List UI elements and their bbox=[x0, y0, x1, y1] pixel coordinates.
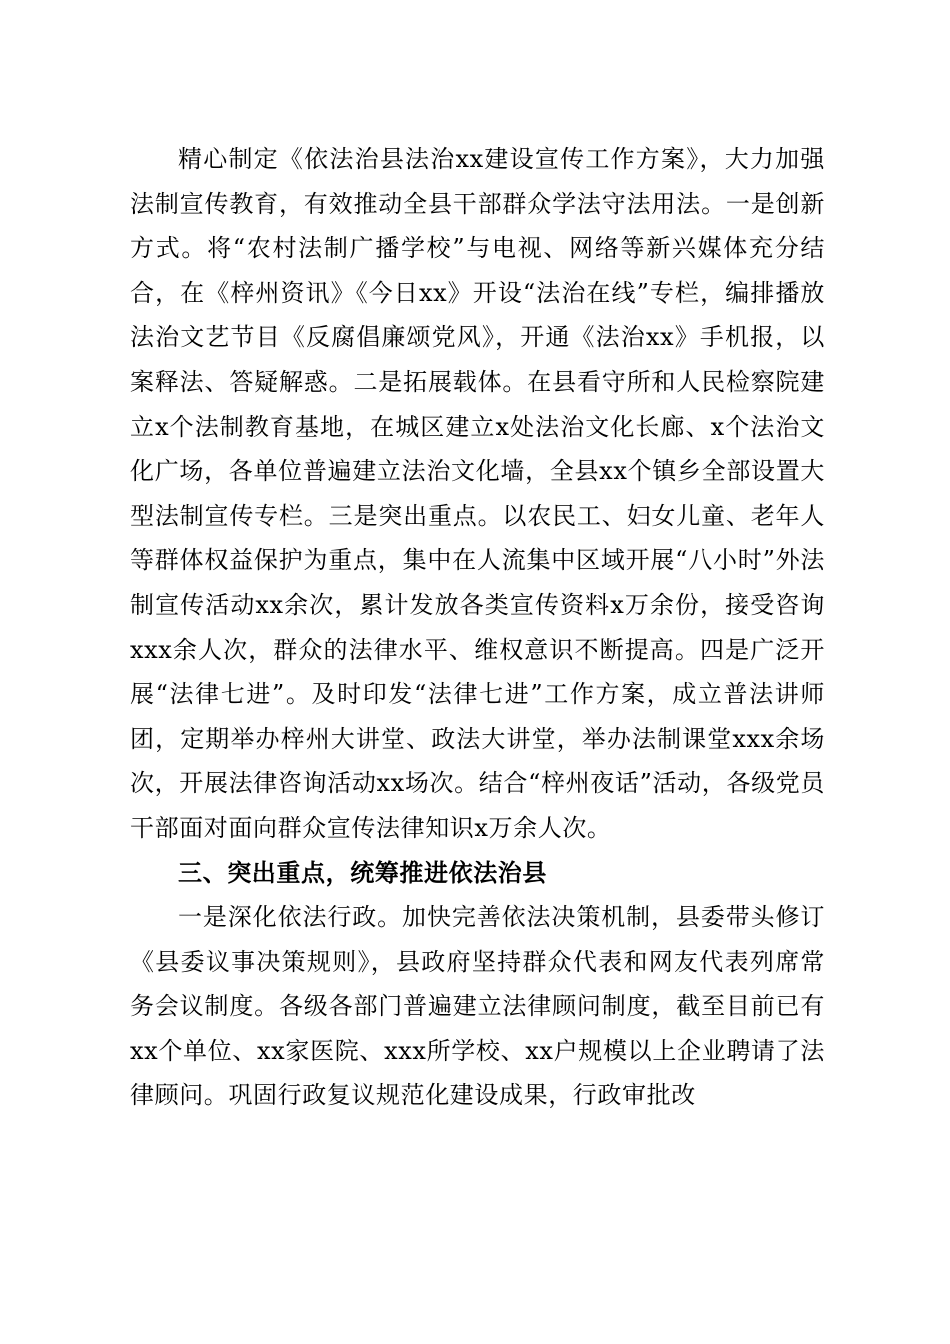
body-paragraph: 精心制定《依法治县法治xx建设宣传工作方案》，大力加强法制宣传教育，有效推动全县干部群众学法守法用法。一是创新方式。将“农村法制广播学校”与电视、网络等新兴媒体充分结合，在《梓州资讯》《今日xx》开设“法治在线”专栏，编排播放法治文艺节目《反腐倡廉颂党风》，开通《法治xx》手机报，以案释法、答疑解惑。二是拓展载体。在县看守所和人民检察院建立x个法制教育基地，在城区建立x处法治文化长廊、x个法治文化广场，各单位普遍建立法治文化墙，全县xx个镇乡全部设置大型法制宣传专栏。三是突出重点。以农民工、妇女儿童、老年人等群体权益保护为重点，集中在人流集中区域开展“八小时”外法制宣传活动xx余次，累计发放各类宣传资料x万余份，接受咨询xxx余人次，群众的法律水平、维权意识不断提高。四是广泛开展“法律七进”。及时印发“法律七进”工作方案，成立普法讲师团，定期举办梓州大讲堂、政法大讲堂，举办法制课堂xxx余场次，开展法律咨询活动xx场次。结合“梓州夜话”活动，各级党员干部面对面向群众宣传法律知识x万余人次。 bbox=[130, 145, 825, 842]
body-paragraph: 一是深化依法行政。加快完善依法决策机制，县委带头修订《县委议事决策规则》，县政府坚持群众代表和网友代表列席常务会议制度。各级各部门普遍建立法律顾问制度，截至目前已有xx个单位、xx家医院、xxx所学校、xx户规模以上企业聘请了法律顾问。巩固行政复议规范化建设成果，行政审批改 bbox=[130, 903, 825, 1110]
document-body bbox=[130, 137, 825, 1118]
section-heading: 三、突出重点，统筹推进依法治县 bbox=[178, 858, 547, 887]
